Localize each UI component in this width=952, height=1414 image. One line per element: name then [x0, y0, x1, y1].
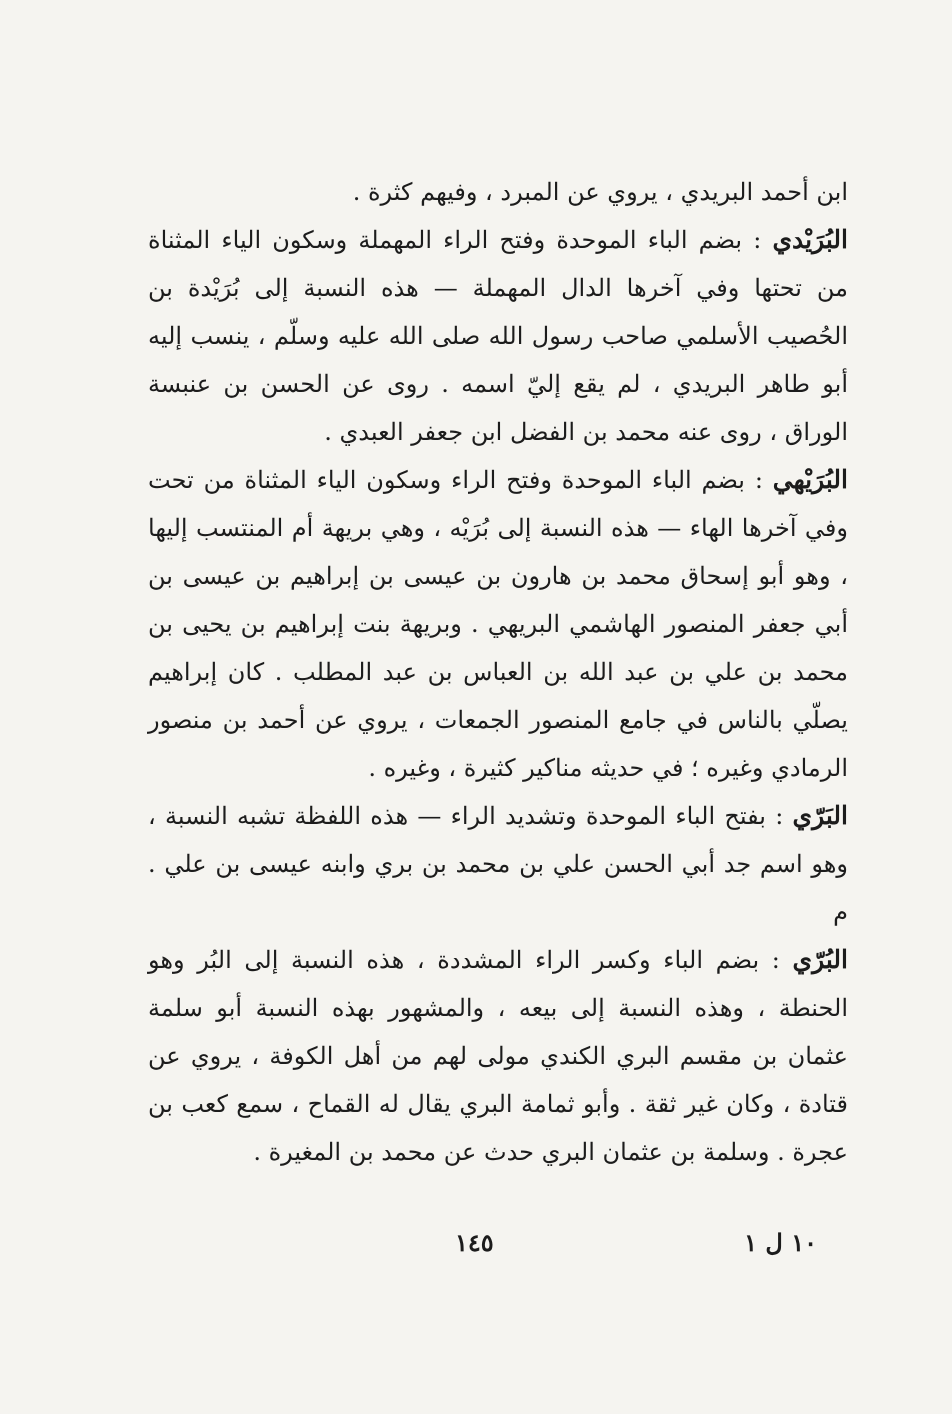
page-footer — [0, 1228, 952, 1268]
body-text — [148, 168, 848, 1176]
entry-term: البَرّي — [792, 801, 848, 830]
entry-text: : بضم الباء الموحدة وفتح الراء المهملة وسكون الياء المثناة من تحتها وفي آخرها الدال المهملة — هذه النسبة إلى بُرَيْدة بن الحُصيب الأسلمي صاحب رسول الله صلى الله عليه وسلّم ، ينسب إليه أبو طاهر البريدي ، لم يقع إليّ اسمه . روى عن الحسن بن عنبسة الوراق ، روى عنه محمد بن الفضل ابن جعفر العبدي . — [148, 226, 848, 446]
page-number: ١٤٥ — [455, 1228, 494, 1257]
entry-text: : بضم الباء وكسر الراء المشددة ، هذه النسبة إلى البُر وهو الحنطة ، وهذه النسبة إلى بيعه ، والمشهور بهذه النسبة أبو سلمة عثمان بن مقسم البري الكندي مولى لهم من أهل الكوفة ، يروي عن قتادة ، وكان غير ثقة . وأبو ثمامة البري يقال له القماح ، سمع كعب بن عجرة . وسلمة بن عثمان البري حدث عن محمد بن المغيرة . — [148, 946, 848, 1166]
entry-text: : بفتح الباء الموحدة وتشديد الراء — هذه اللفظة تشبه النسبة ، وهو اسم جد أبي الحسن علي بن محمد بن بري وابنه عيسى بن علي . م — [148, 802, 848, 926]
signature-mark: ١٠ ل ١ — [744, 1228, 817, 1257]
intro-line: ابن أحمد البريدي ، يروي عن المبرد ، وفيهم كثرة . — [352, 178, 848, 206]
entry-bureyhi — [148, 456, 848, 792]
entry-burri — [148, 936, 848, 1176]
entry-term: البُرَيْهي — [772, 465, 848, 494]
entry-bureydi — [148, 216, 848, 456]
entry-barri — [148, 792, 848, 936]
entry-term: البُرَيْدي — [772, 225, 848, 254]
entry-term: البُرّي — [792, 945, 848, 974]
entry-text: : بضم الباء الموحدة وفتح الراء وسكون الياء المثناة من تحت وفي آخرها الهاء — هذه النسبة إلى بُرَيْه ، وهي بريهة أم المنتسب إليها ، وهو أبو إسحاق محمد بن هارون بن عيسى بن إبراهيم بن عيسى بن أبي جعفر المنصور الهاشمي البريهي . وبريهة بنت إبراهيم بن يحيى بن محمد بن علي بن عبد الله بن العباس بن عبد المطلب . كان إبراهيم يصلّي بالناس في جامع المنصور الجمعات ، يروي عن أحمد بن منصور الرمادي وغيره ؛ في حديثه مناكير كثيرة ، وغيره . — [148, 466, 848, 782]
